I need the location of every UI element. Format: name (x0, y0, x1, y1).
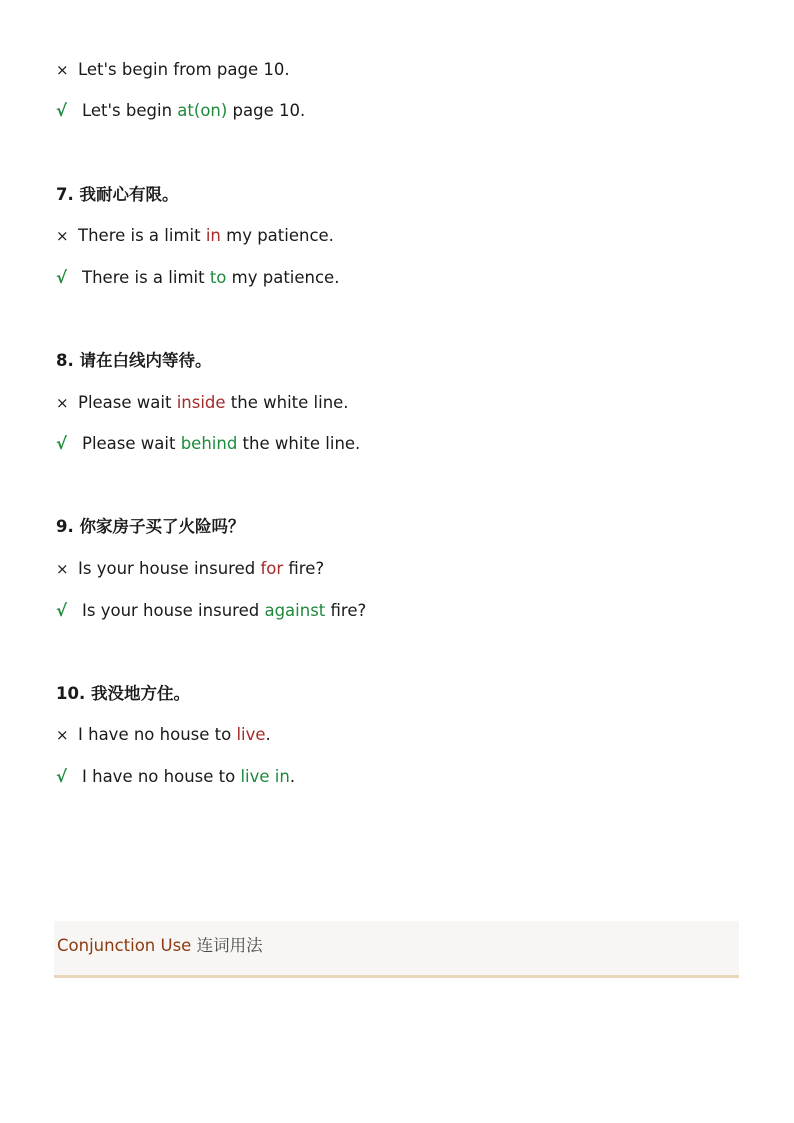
check-icon: √ (56, 601, 68, 620)
sentence-text: Let's begin (82, 101, 178, 120)
sentence-text: There is a limit (78, 226, 206, 245)
correct-word: behind (180, 434, 238, 453)
sentence-text: Let's begin from page 10. (78, 60, 290, 79)
sentence-text: Is your house insured (78, 559, 261, 578)
wrong-sentence-6 (56, 59, 290, 81)
wrong-word: inside (176, 393, 226, 412)
cross-icon: × (56, 61, 69, 79)
sentence-text: the white line. (237, 434, 361, 453)
sentence-text: Please wait (82, 434, 181, 453)
sentence-text: page 10. (227, 101, 306, 120)
wrong-word: in (205, 226, 221, 245)
correct-word: at(on) (177, 101, 228, 120)
check-icon: √ (56, 101, 68, 120)
section-title-en: Conjunction Use (57, 936, 192, 955)
section-title (57, 932, 263, 956)
wrong-word: for (260, 559, 284, 578)
sentence-text: the white line. (225, 393, 349, 412)
sentence-text: I have no house to (82, 767, 241, 786)
check-icon: √ (56, 767, 68, 786)
correct-sentence-7 (56, 267, 339, 289)
correct-sentence-6 (56, 100, 305, 122)
wrong-sentence-8 (56, 392, 349, 414)
sentence-text: I have no house to (78, 725, 237, 744)
correct-sentence-9 (56, 600, 366, 622)
wrong-sentence-10 (56, 724, 271, 746)
wrong-word: live (236, 725, 266, 744)
wrong-sentence-9 (56, 558, 324, 580)
correct-word: live in (240, 767, 290, 786)
wrong-sentence-7 (56, 225, 334, 247)
sentence-text: . (289, 767, 296, 786)
cross-icon: × (56, 394, 69, 412)
check-icon: √ (56, 268, 68, 287)
sentence-text: Is your house insured (82, 601, 265, 620)
check-icon: √ (56, 434, 68, 453)
sentence-text: my patience. (220, 226, 334, 245)
sentence-text: Please wait (78, 393, 177, 412)
sentence-text: my patience. (226, 268, 340, 287)
correct-sentence-10 (56, 766, 295, 788)
cross-icon: × (56, 726, 69, 744)
correct-word: against (264, 601, 326, 620)
correct-word: to (209, 268, 227, 287)
cross-icon: × (56, 227, 69, 245)
section-title-zh: 连词用法 (196, 936, 263, 955)
item-heading-9: 9. 你家房子买了火险吗？ (56, 517, 245, 536)
cross-icon: × (56, 560, 69, 578)
item-heading-7: 7. 我耐心有限。 (56, 185, 179, 204)
sentence-text: fire? (283, 559, 325, 578)
correct-sentence-8 (56, 433, 360, 455)
sentence-text: There is a limit (82, 268, 210, 287)
sentence-text: . (265, 725, 271, 744)
sentence-text: fire? (325, 601, 367, 620)
section-header (54, 921, 739, 978)
item-heading-8: 8. 请在白线内等待。 (56, 351, 212, 370)
item-heading-10: 10. 我没地方住。 (56, 684, 190, 703)
